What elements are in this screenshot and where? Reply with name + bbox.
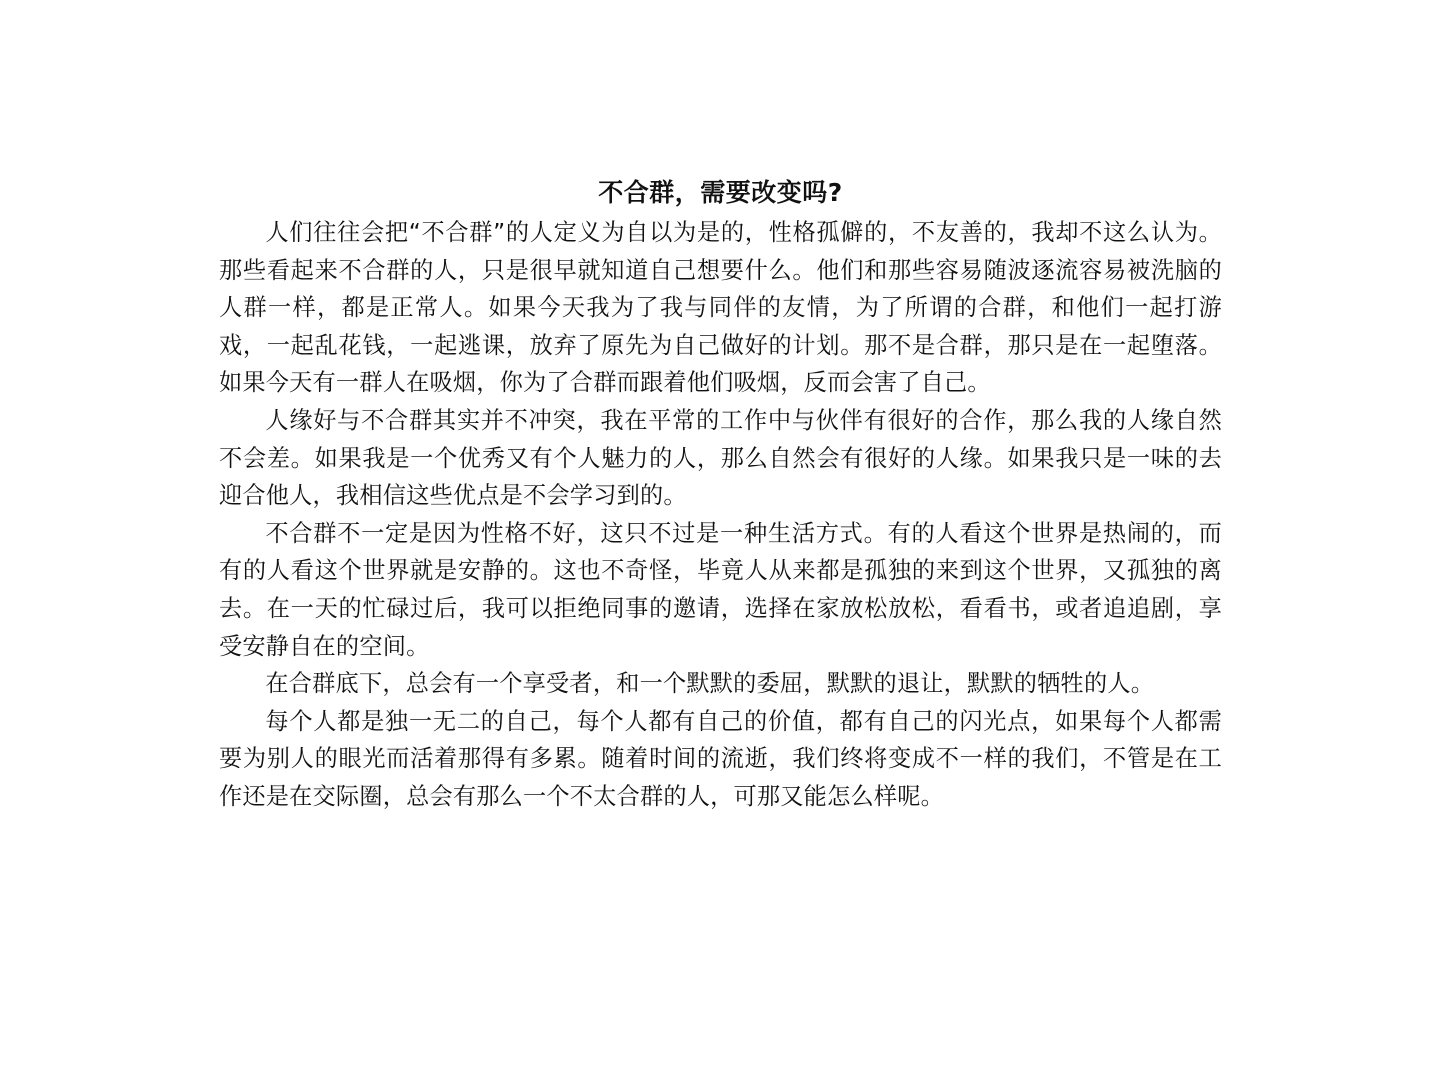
document-title: 不合群，需要改变吗? (598, 178, 843, 207)
paragraph-1: 人们往往会把“不合群”的人定义为自以为是的，性格孤僻的，不友善的，我却不这么认为。那些看起来不合群的人，只是很早就知道自己想要什么。他们和那些容易随波逐流容易被洗脑的人群一样，都是正常人。如果今天我为了我与同伴的友情，为了所谓的合群，和他们一起打游戏，一起乱花钱，一起逃课，放弃了原先为自己做好的计划。那不是合群，那只是在一起堕落。如果今天有一群人在吸烟，你为了合群而跟着他们吸烟，反而会害了自己。 (219, 219, 1222, 397)
paragraph-4: 在合群底下，总会有一个享受者，和一个默默的委屈，默默的退让，默默的牺牲的人。 (265, 670, 1155, 698)
paragraph-5: 每个人都是独一无二的自己，每个人都有自己的价值，都有自己的闪光点，如果每个人都需要为别人的眼光而活着那得有多累。随着时间的流逝，我们终将变成不一样的我们，不管是在工作还是在交际圈，总会有那么一个不太合群的人，可那又能怎么样呢。 (219, 707, 1222, 810)
document-page (219, 172, 1222, 816)
paragraph-3: 不合群不一定是因为性格不好，这只不过是一种生活方式。有的人看这个世界是热闹的，而有的人看这个世界就是安静的。这也不奇怪，毕竟人从来都是孤独的来到这个世界，又孤独的离去。在一天的忙碌过后，我可以拒绝同事的邀请，选择在家放松放松，看看书，或者追追剧，享受安静自在的空间。 (219, 519, 1222, 660)
paragraph-2: 人缘好与不合群其实并不冲突，我在平常的工作中与伙伴有很好的合作，那么我的人缘自然不会差。如果我是一个优秀又有个人魅力的人，那么自然会有很好的人缘。如果我只是一味的去迎合他人，我相信这些优点是不会学习到的。 (219, 406, 1222, 510)
